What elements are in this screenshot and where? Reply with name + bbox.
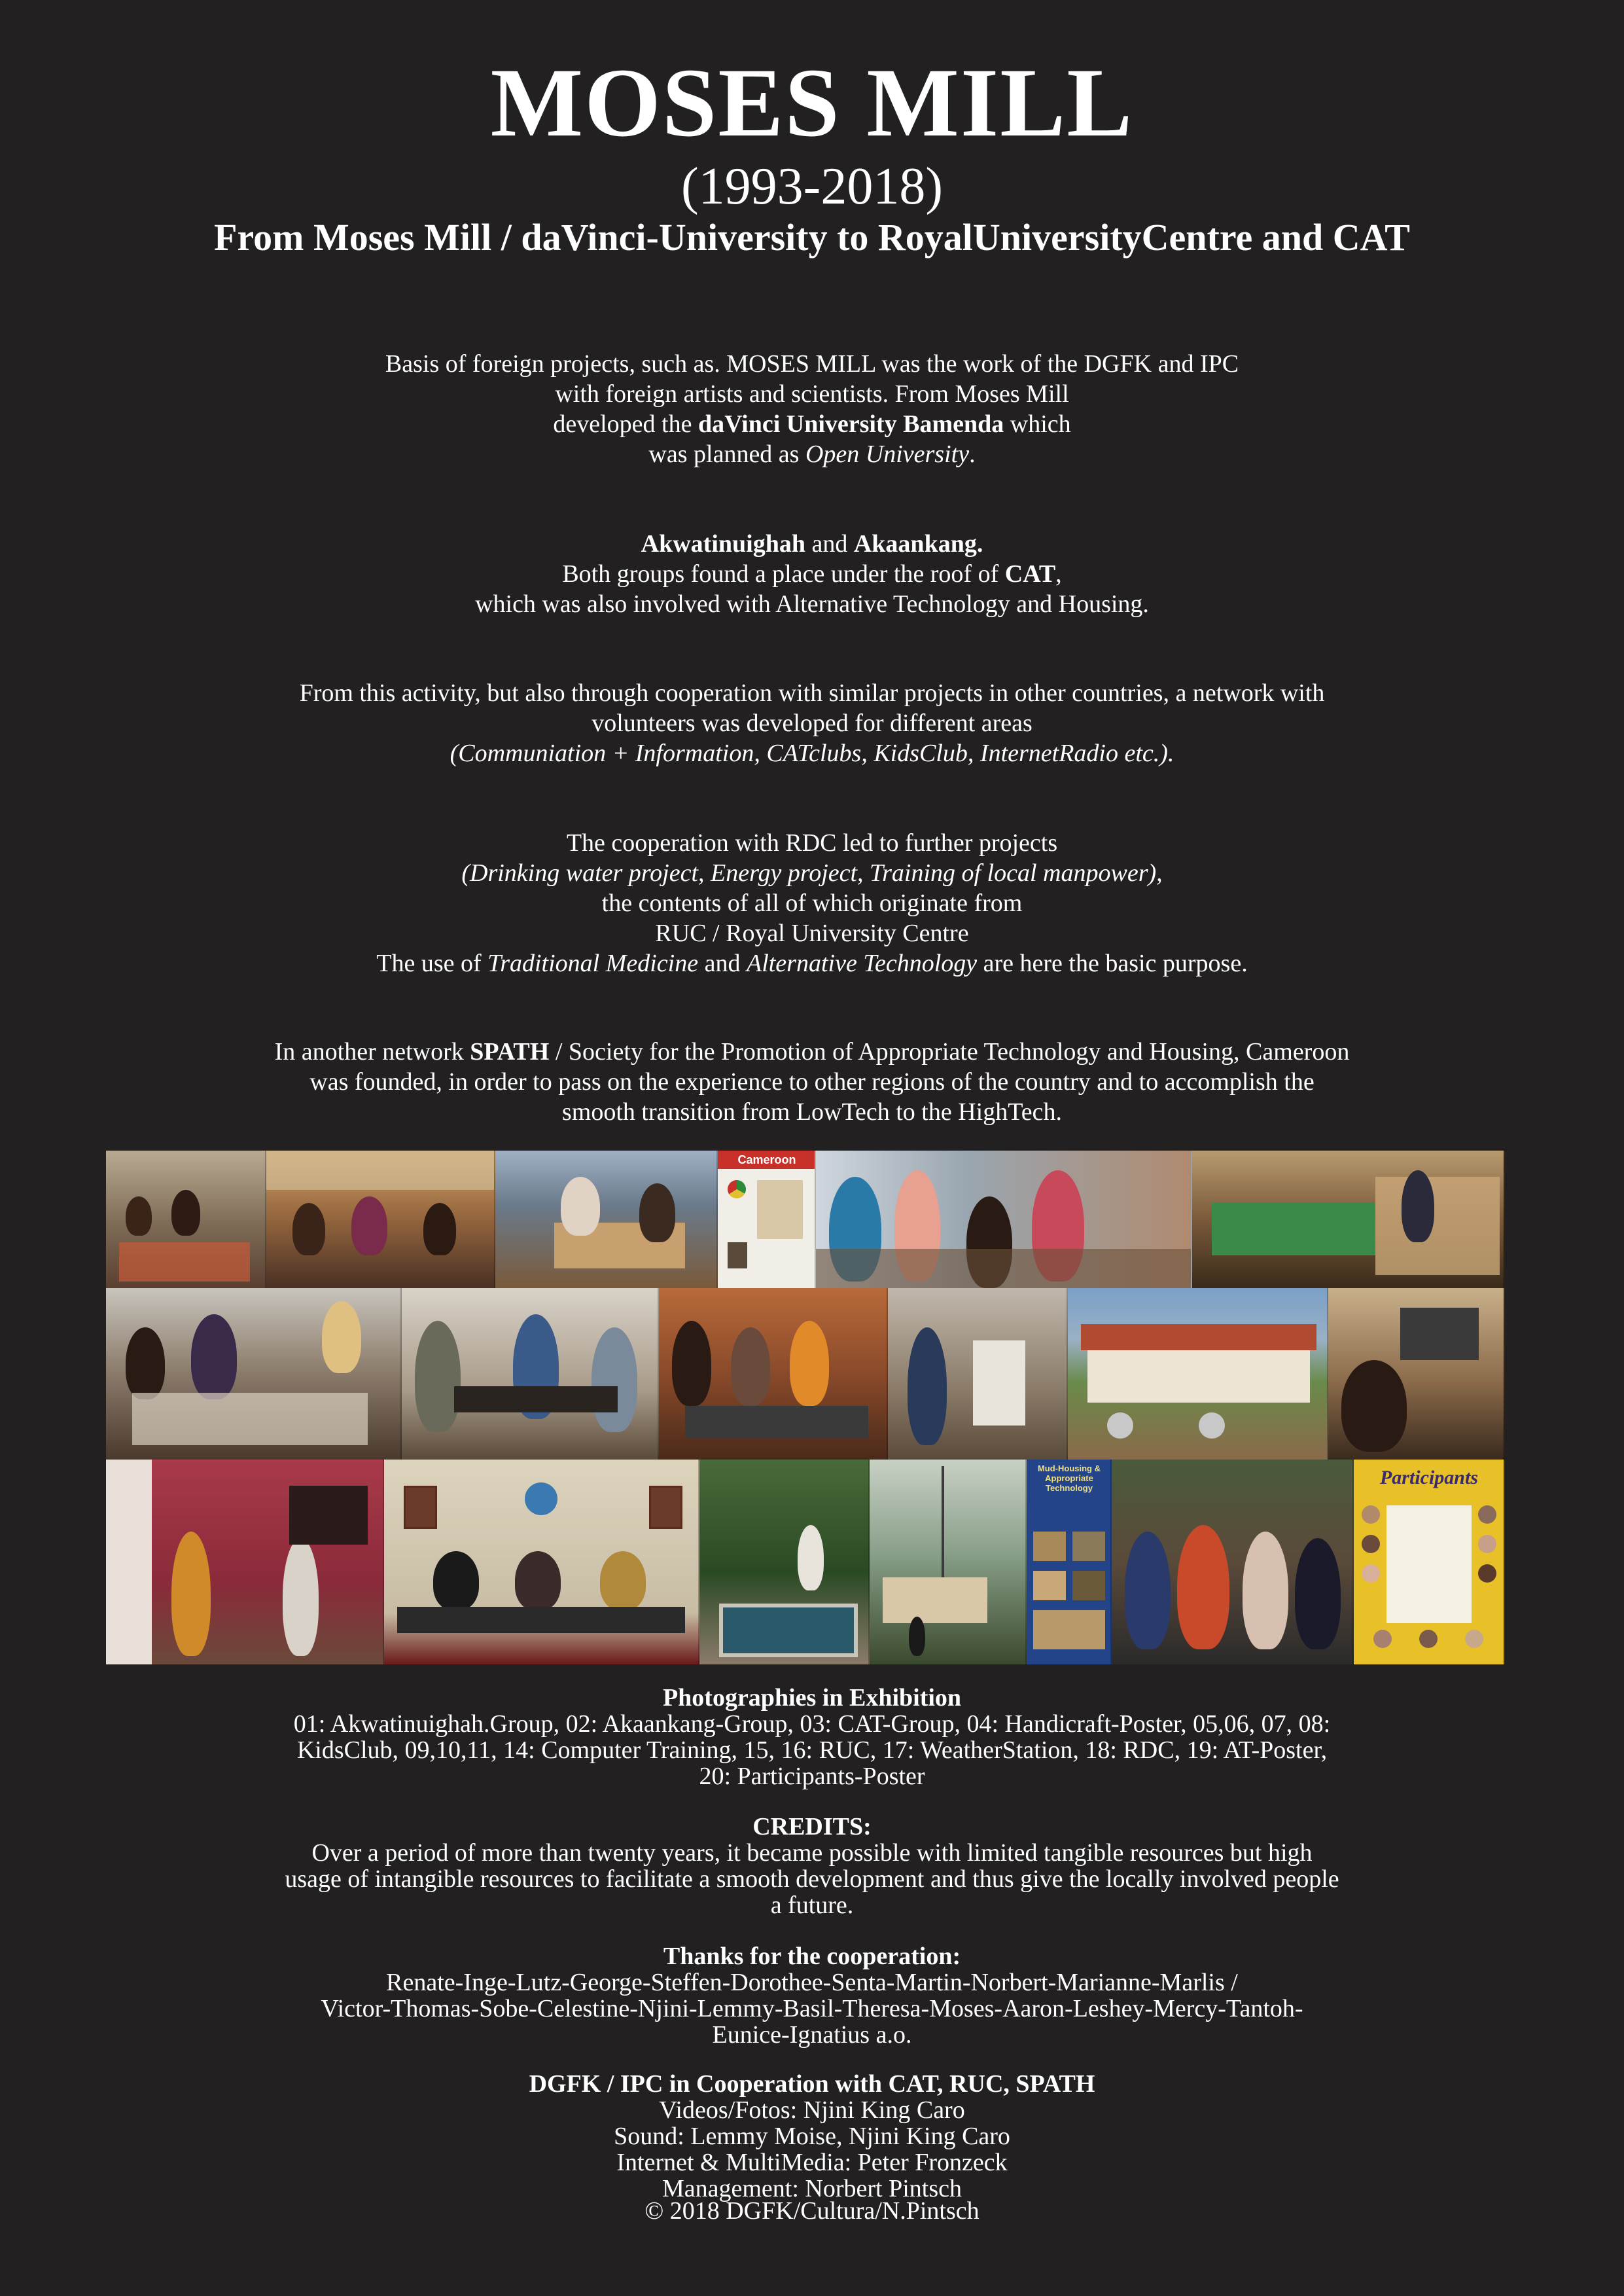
- credits-heading: CREDITS:: [752, 1813, 872, 1840]
- photo-kidsclub-2: [1192, 1151, 1504, 1288]
- text-line: KidsClub, 09,10,11, 14: Computer Training, 15, 16: RUC, 17: WeatherStation, 18: RDC, 19: AT-Poster,: [296, 1736, 1328, 1764]
- text-line: smooth transition from LowTech to the HighTech.: [561, 1098, 1063, 1126]
- text-line: (Drinking water project, Energy project, Training of local manpower),: [461, 859, 1163, 887]
- text-line: RUC / Royal University Centre: [655, 920, 969, 947]
- text-line: volunteers was developed for different areas: [591, 709, 1033, 737]
- thanks-heading: Thanks for the cooperation:: [663, 1943, 961, 1970]
- photos-section: [0, 1685, 1624, 1789]
- text-line: From this activity, but also through cooperation with similar projects in other countries, a network with: [299, 679, 1325, 707]
- text-line: The cooperation with RDC led to further projects: [566, 829, 1058, 857]
- photos-heading: Photographies in Exhibition: [662, 1684, 962, 1712]
- cameroon-label: Cameroon: [718, 1151, 816, 1169]
- page-title: MOSES MILL: [490, 48, 1134, 157]
- network-paragraph: [0, 678, 1624, 768]
- photo-ruc-2: [1328, 1288, 1504, 1460]
- text-line: which was also involved with Alternative Technology and Housing.: [475, 590, 1149, 618]
- subtitle: From Moses Mill / daVinci-University to RoyalUniversityCentre and CAT: [214, 216, 1410, 259]
- photo-at-poster: [1027, 1460, 1112, 1664]
- photo-computer-training-2: [659, 1288, 888, 1460]
- spath-paragraph: [0, 1037, 1624, 1127]
- photo-participants-poster: [1354, 1460, 1504, 1664]
- text-line: was founded, in order to pass on the experience to other regions of the country and to accomplish the: [309, 1068, 1315, 1096]
- team-heading: DGFK / IPC in Cooperation with CAT, RUC, SPATH: [529, 2070, 1095, 2098]
- text-line: 01: Akwatinuighah.Group, 02: Akaankang-Group, 03: CAT-Group, 04: Handicraft-Poster, 05,06, 07, 08:: [293, 1710, 1331, 1738]
- text-line: (Communiation + Information, CATclubs, KidsClub, InternetRadio etc.).: [450, 740, 1174, 767]
- intro-paragraph: [0, 349, 1624, 469]
- text-line: Akwatinuighah and Akaankang.: [641, 530, 983, 558]
- text-line: was planned as Open University.: [648, 440, 976, 468]
- text-line: the contents of all of which originate from: [601, 889, 1023, 917]
- photo-village: [870, 1460, 1027, 1664]
- photo-weatherstation: [106, 1460, 384, 1664]
- photo-akwatinuighah-group: [106, 1151, 266, 1288]
- text-line: with foreign artists and scientists. From Moses Mill: [555, 380, 1069, 408]
- photo-computer-training-1: [402, 1288, 659, 1460]
- text-line: a future.: [770, 1892, 854, 1919]
- copyright: © 2018 DGFK/Cultura/N.Pintsch: [644, 2197, 980, 2225]
- team-section: [0, 2071, 1624, 2202]
- groups-paragraph: [0, 529, 1624, 619]
- text-line: Basis of foreign projects, such as. MOSES MILL was the work of the DGFK and IPC: [385, 350, 1239, 378]
- text-line: The use of Traditional Medicine and Alternative Technology are here the basic purpose.: [376, 950, 1248, 977]
- text-line: In another network SPATH / Society for the Promotion of Appropriate Technology and Housing, Cameroon: [274, 1038, 1350, 1066]
- text-line: Over a period of more than twenty years, it became possible with limited tangible resources but high: [311, 1839, 1313, 1867]
- photo-kidsclub-1: [816, 1151, 1192, 1288]
- photo-drinking-water: [699, 1460, 870, 1664]
- photo-ruc-1: [1068, 1288, 1328, 1460]
- photo-akaankang-group: [266, 1151, 495, 1288]
- text-line: Videos/Fotos: Njini King Caro: [659, 2096, 965, 2124]
- text-line: Management: Norbert Pintsch: [662, 2175, 962, 2202]
- text-line: usage of intangible resources to facilitate a smooth development and thus give the locally involved people: [285, 1865, 1339, 1893]
- photo-participants-group: [1112, 1460, 1354, 1664]
- participants-label: Participants: [1379, 1467, 1478, 1488]
- text-line: Renate-Inge-Lutz-George-Steffen-Dorothee-Senta-Martin-Norbert-Marianne-Marlis /: [386, 1969, 1238, 1996]
- text-line: Victor-Thomas-Sobe-Celestine-Njini-Lemmy-Basil-Theresa-Moses-Aaron-Leshey-Mercy-Tantoh-: [321, 1995, 1303, 2022]
- text-line: Eunice-Ignatius a.o.: [712, 2021, 912, 2049]
- thanks-section: [0, 1943, 1624, 2048]
- text-line: Internet & MultiMedia: Peter Fronzeck: [616, 2149, 1008, 2176]
- photo-computer-training-3: [888, 1288, 1068, 1460]
- photo-rdc-meeting: [384, 1460, 699, 1664]
- years: (1993-2018): [681, 158, 943, 215]
- text-line: developed the daVinci University Bamenda which: [553, 410, 1071, 438]
- mud-housing-label: Mud-Housing & Appropriate Technology: [1037, 1463, 1101, 1493]
- photo-cat-group: [495, 1151, 718, 1288]
- rdc-paragraph: [0, 828, 1624, 978]
- text-line: Both groups found a place under the roof of CAT,: [562, 560, 1062, 588]
- text-line: 20: Participants-Poster: [699, 1763, 925, 1790]
- credits-section: [0, 1814, 1624, 1918]
- photo-collage: [106, 1151, 1504, 1664]
- photo-handicraft-poster: [718, 1151, 816, 1288]
- photo-kidsclub-3: [106, 1288, 402, 1460]
- text-line: Sound: Lemmy Moise, Njini King Caro: [614, 2123, 1010, 2150]
